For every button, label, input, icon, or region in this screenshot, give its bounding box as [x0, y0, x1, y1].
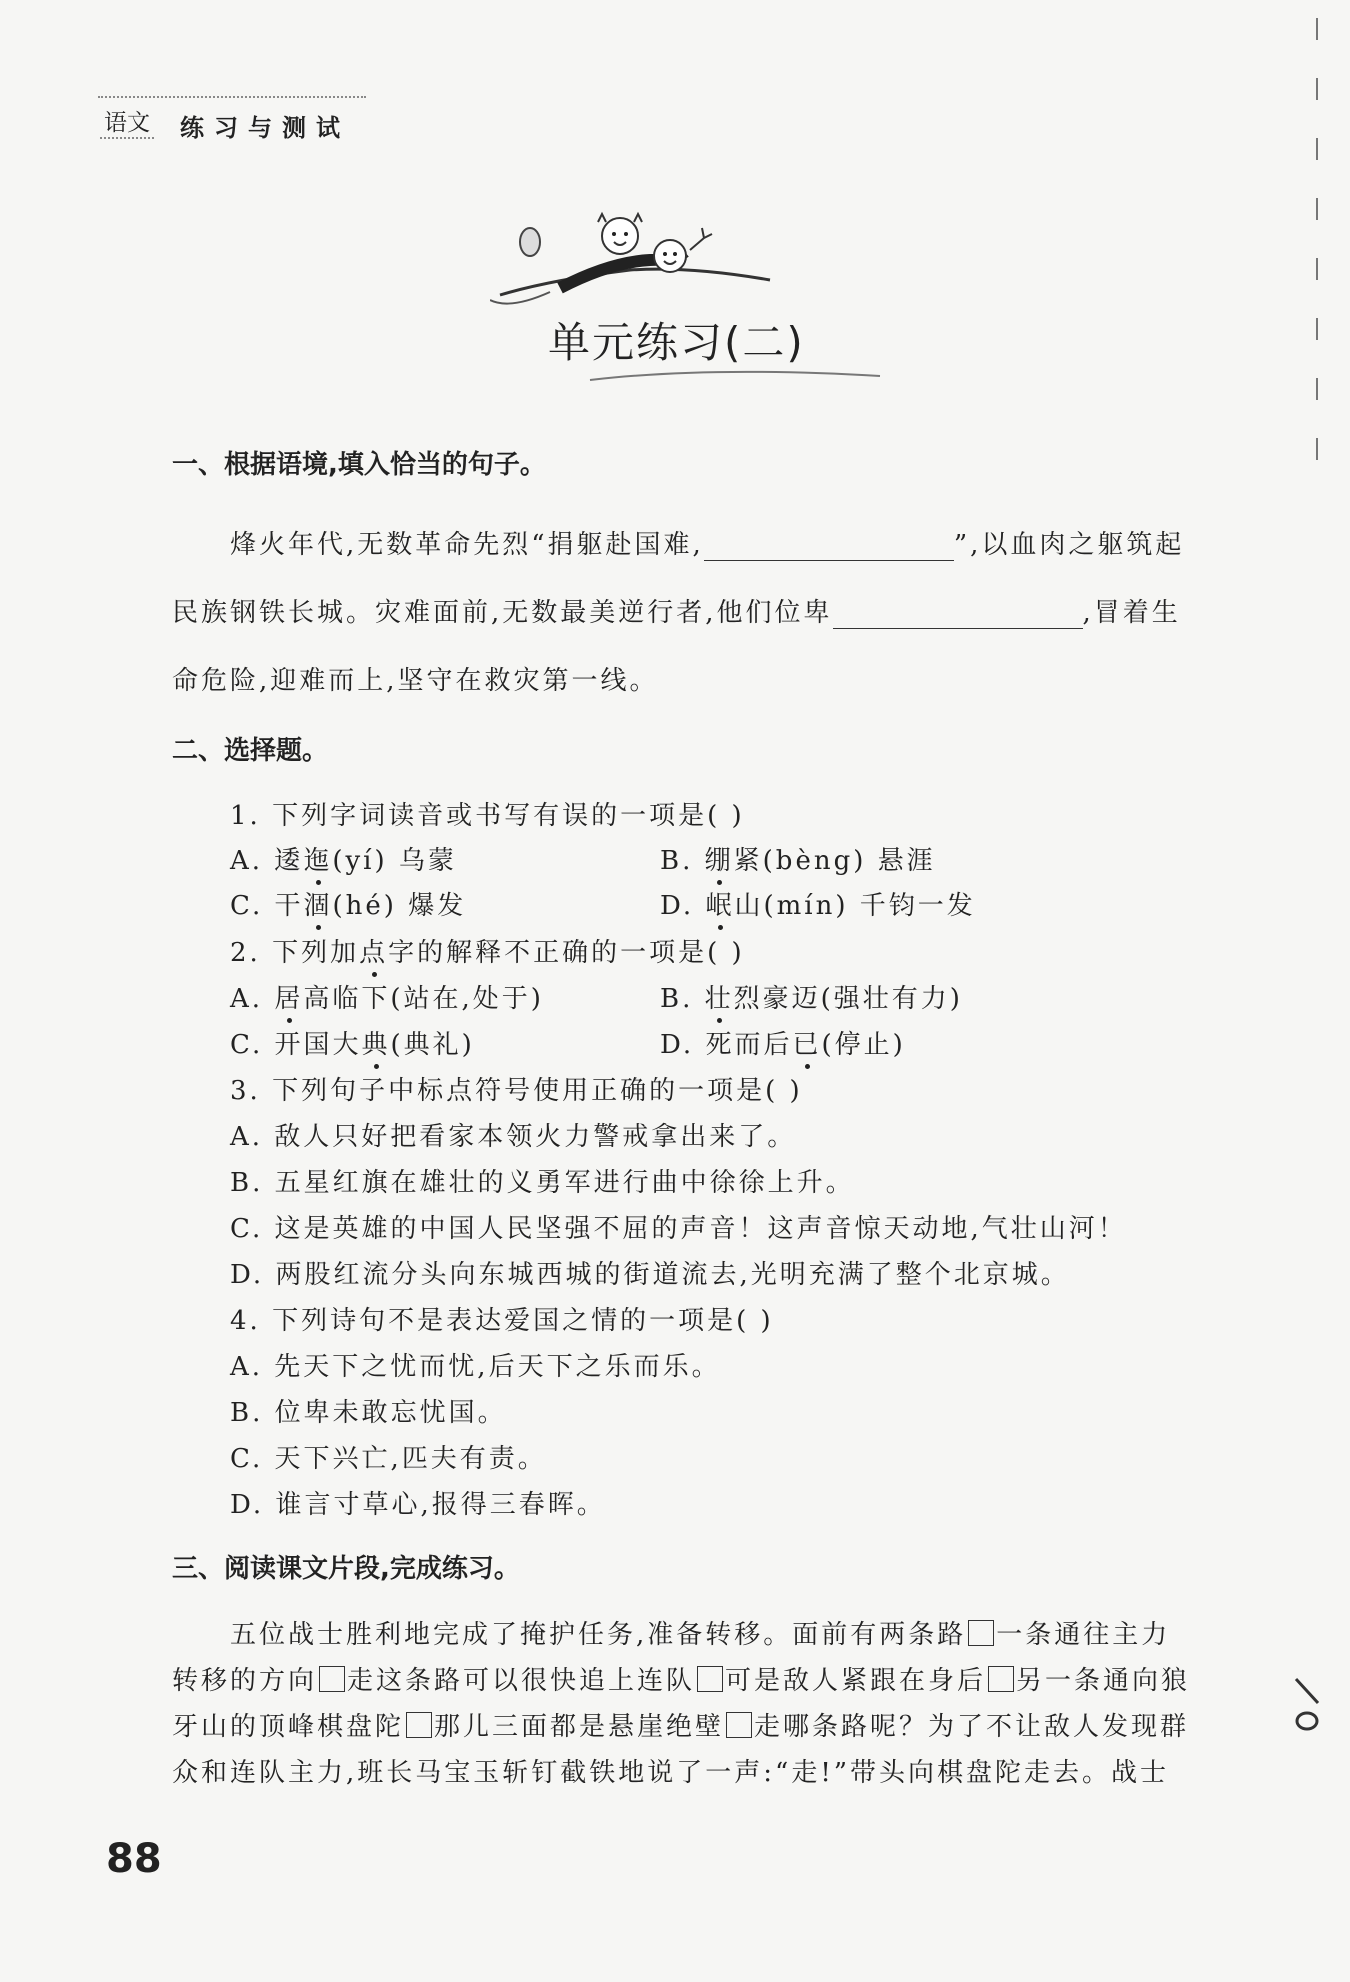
q3-option-c: C. 这是英雄的中国人民坚强不屈的声音！这声音惊天动地,气壮山河！ [230, 1214, 1127, 1244]
passage-line-2: 转移的方向 走这条路可以很快追上连队 可是敌人紧跟在身后 另一条通向狼 [172, 1666, 1191, 1696]
subject-label: 语文 [100, 104, 154, 139]
handwritten-mark [1290, 1675, 1324, 1735]
section-1-heading: 一、根据语境,填入恰当的句子。 [172, 450, 546, 480]
punctuation-box-6[interactable] [726, 1712, 752, 1738]
q4-option-d: D. 谁言寸草心,报得三春晖。 [230, 1490, 606, 1520]
q4-option-b: B. 位卑未敢忘忧国。 [230, 1398, 507, 1428]
q2-option-a: A. 居高临下(站在,处于) [230, 978, 544, 1015]
q2-stem: 2. 下列加点字的解释不正确的一项是( ) [230, 932, 745, 969]
punctuation-box-2[interactable] [319, 1666, 345, 1692]
answer-blank-1[interactable] [704, 560, 954, 561]
q1-stem: 1. 下列字词读音或书写有误的一项是( ) [230, 801, 745, 831]
s1-line-2: 民族钢铁长城。灾难面前,无数最美逆行者,他们位卑 ,冒着生 [172, 598, 1181, 628]
answer-blank-2[interactable] [833, 628, 1083, 629]
q4-option-a: A. 先天下之忧而忧,后天下之乐而乐。 [230, 1352, 721, 1382]
q2-option-b: B. 壮烈豪迈(强壮有力) [660, 978, 963, 1015]
book-title: 练习与测试 [180, 114, 350, 142]
punctuation-box-4[interactable] [988, 1666, 1014, 1692]
q1-option-b: B. 绷紧(bèng) 悬涯 [660, 840, 936, 877]
s1-line-1: 烽火年代,无数革命先烈“捐躯赴国难, ”,以血肉之躯筑起 [230, 530, 1185, 560]
q4-option-c: C. 天下兴亡,匹夫有责。 [230, 1444, 547, 1474]
punctuation-box-5[interactable] [406, 1712, 432, 1738]
section-3-heading: 三、阅读课文片段,完成练习。 [172, 1554, 520, 1584]
page-number: 88 [106, 1836, 162, 1882]
q2-option-d: D. 死而后已(停止) [660, 1024, 906, 1061]
passage-line-4: 众和连队主力,班长马宝玉斩钉截铁地说了一声:“走!”带头向棋盘陀走去。战士 [172, 1758, 1170, 1788]
q4-stem: 4. 下列诗句不是表达爱国之情的一项是( ) [230, 1306, 774, 1336]
q3-option-a: A. 敌人只好把看家本领火力警戒拿出来了。 [230, 1122, 797, 1152]
punctuation-box-1[interactable] [968, 1620, 994, 1646]
q1-option-a: A. 逶迤(yí) 乌蒙 [230, 840, 457, 877]
passage-line-3: 牙山的顶峰棋盘陀 那儿三面都是悬崖绝壁 走哪条路呢？为了不让敌人发现群 [172, 1712, 1190, 1742]
q1-option-c: C. 干涸(hé) 爆发 [230, 885, 466, 922]
page-title: 单元练习(二) [548, 318, 805, 367]
q3-option-d: D. 两股红流分头向东城西城的街道流去,光明充满了整个北京城。 [230, 1260, 1070, 1290]
s1-line-3: 命危险,迎难而上,坚守在救灾第一线。 [172, 666, 659, 696]
page-header [98, 96, 366, 142]
q1-option-d: D. 岷山(mín) 千钧一发 [660, 885, 976, 922]
passage-line-1: 五位战士胜利地完成了掩护任务,准备转移。面前有两条路 一条通往主力 [230, 1620, 1171, 1650]
edge-binding-marks [1316, 18, 1318, 498]
section-2-heading: 二、选择题。 [172, 736, 329, 766]
punctuation-box-3[interactable] [697, 1666, 723, 1692]
q2-option-c: C. 开国大典(典礼) [230, 1024, 475, 1061]
q3-option-b: B. 五星红旗在雄壮的义勇军进行曲中徐徐上升。 [230, 1168, 855, 1198]
q3-stem: 3. 下列句子中标点符号使用正确的一项是( ) [230, 1076, 803, 1106]
